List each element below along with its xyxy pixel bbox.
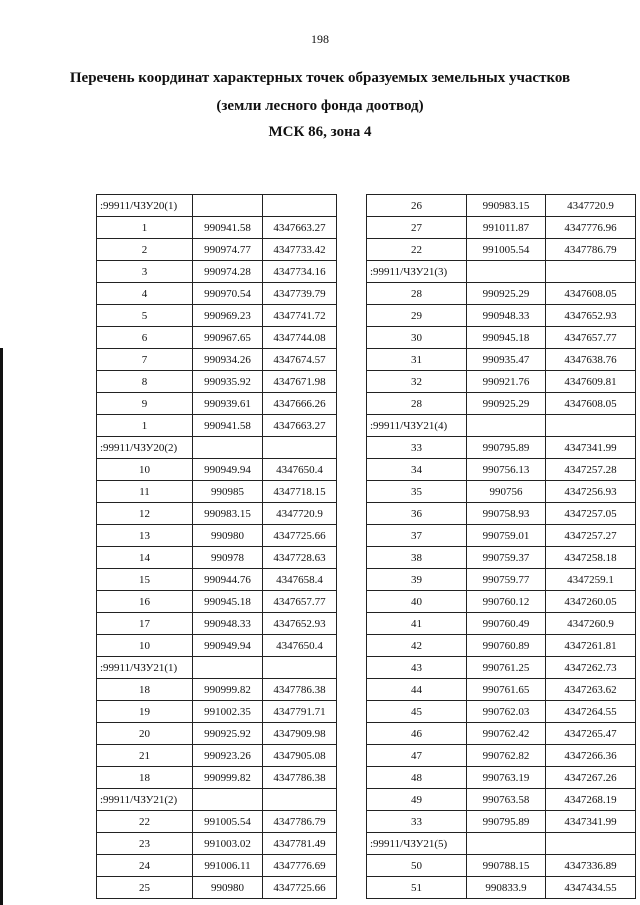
y-coordinate: 4347638.76 <box>546 349 636 371</box>
x-coordinate: 990974.28 <box>193 261 263 283</box>
empty-cell <box>546 261 636 283</box>
x-coordinate: 990935.92 <box>193 371 263 393</box>
point-number: 40 <box>367 591 467 613</box>
y-coordinate: 4347650.4 <box>263 635 337 657</box>
table-row <box>97 503 337 525</box>
point-number: 30 <box>367 327 467 349</box>
x-coordinate: 990983.15 <box>193 503 263 525</box>
y-coordinate: 4347265.47 <box>546 723 636 745</box>
table-row <box>367 283 636 305</box>
x-coordinate: 990788.15 <box>467 855 546 877</box>
table-row <box>97 459 337 481</box>
point-number: 5 <box>97 305 193 327</box>
y-coordinate: 4347728.63 <box>263 547 337 569</box>
y-coordinate: 4347791.71 <box>263 701 337 723</box>
point-number: 32 <box>367 371 467 393</box>
x-coordinate: 990925.29 <box>467 283 546 305</box>
y-coordinate: 4347652.93 <box>263 613 337 635</box>
parcel-header-row <box>367 833 636 855</box>
table-row <box>97 855 337 877</box>
table-row <box>97 767 337 789</box>
empty-cell <box>263 789 337 811</box>
y-coordinate: 4347260.9 <box>546 613 636 635</box>
y-coordinate: 4347258.18 <box>546 547 636 569</box>
y-coordinate: 4347718.15 <box>263 481 337 503</box>
x-coordinate: 990762.03 <box>467 701 546 723</box>
point-number: 22 <box>367 239 467 261</box>
y-coordinate: 4347725.66 <box>263 877 337 899</box>
point-number: 34 <box>367 459 467 481</box>
table-row <box>367 217 636 239</box>
x-coordinate: 990756.13 <box>467 459 546 481</box>
coordinates-table-left <box>96 194 337 899</box>
point-number: 18 <box>97 767 193 789</box>
table-row <box>367 305 636 327</box>
table-row <box>367 393 636 415</box>
table-row <box>367 239 636 261</box>
table-row <box>97 327 337 349</box>
parcel-header-row <box>97 437 337 459</box>
point-number: 6 <box>97 327 193 349</box>
coordinates-table-right <box>366 194 636 899</box>
y-coordinate: 4347734.16 <box>263 261 337 283</box>
x-coordinate: 990925.29 <box>467 393 546 415</box>
y-coordinate: 4347666.26 <box>263 393 337 415</box>
y-coordinate: 4347650.4 <box>263 459 337 481</box>
x-coordinate: 991005.54 <box>467 239 546 261</box>
table-row <box>97 811 337 833</box>
table-row <box>367 613 636 635</box>
point-number: 29 <box>367 305 467 327</box>
y-coordinate: 4347608.05 <box>546 283 636 305</box>
table-row <box>97 701 337 723</box>
x-coordinate: 990974.77 <box>193 239 263 261</box>
point-number: 31 <box>367 349 467 371</box>
margin-bar <box>0 348 3 905</box>
table-row <box>97 877 337 899</box>
table-row <box>367 503 636 525</box>
x-coordinate: 991005.54 <box>193 811 263 833</box>
parcel-header-row <box>367 415 636 437</box>
table-row <box>97 569 337 591</box>
empty-cell <box>467 833 546 855</box>
x-coordinate: 990759.01 <box>467 525 546 547</box>
point-number: 20 <box>97 723 193 745</box>
table-row <box>97 723 337 745</box>
parcel-header-row <box>97 657 337 679</box>
point-number: 35 <box>367 481 467 503</box>
parcel-header-row <box>367 261 636 283</box>
empty-cell <box>193 195 263 217</box>
y-coordinate: 4347263.62 <box>546 679 636 701</box>
point-number: 3 <box>97 261 193 283</box>
y-coordinate: 4347434.55 <box>546 877 636 899</box>
table-row <box>367 371 636 393</box>
x-coordinate: 990760.49 <box>467 613 546 635</box>
x-coordinate: 990761.65 <box>467 679 546 701</box>
y-coordinate: 4347262.73 <box>546 657 636 679</box>
point-number: 8 <box>97 371 193 393</box>
y-coordinate: 4347266.36 <box>546 745 636 767</box>
table-row <box>367 195 636 217</box>
point-number: 43 <box>367 657 467 679</box>
table-row <box>97 415 337 437</box>
y-coordinate: 4347257.05 <box>546 503 636 525</box>
x-coordinate: 990944.76 <box>193 569 263 591</box>
y-coordinate: 4347268.19 <box>546 789 636 811</box>
x-coordinate: 990795.89 <box>467 811 546 833</box>
x-coordinate: 990949.94 <box>193 635 263 657</box>
empty-cell <box>193 789 263 811</box>
x-coordinate: 990945.18 <box>467 327 546 349</box>
table-row <box>367 745 636 767</box>
point-number: 12 <box>97 503 193 525</box>
x-coordinate: 990763.58 <box>467 789 546 811</box>
table-row <box>367 767 636 789</box>
y-coordinate: 4347259.1 <box>546 569 636 591</box>
point-number: 18 <box>97 679 193 701</box>
x-coordinate: 990969.23 <box>193 305 263 327</box>
table-row <box>97 613 337 635</box>
y-coordinate: 4347781.49 <box>263 833 337 855</box>
table-row <box>367 723 636 745</box>
parcel-id: :99911/ЧЗУ21(3) <box>367 261 467 283</box>
point-number: 41 <box>367 613 467 635</box>
y-coordinate: 4347257.28 <box>546 459 636 481</box>
x-coordinate: 990967.65 <box>193 327 263 349</box>
x-coordinate: 990921.76 <box>467 371 546 393</box>
table-row <box>97 481 337 503</box>
y-coordinate: 4347720.9 <box>263 503 337 525</box>
y-coordinate: 4347739.79 <box>263 283 337 305</box>
point-number: 21 <box>97 745 193 767</box>
table-row <box>97 635 337 657</box>
table-row <box>97 745 337 767</box>
table-row <box>367 591 636 613</box>
point-number: 50 <box>367 855 467 877</box>
table-row <box>97 525 337 547</box>
x-coordinate: 990999.82 <box>193 679 263 701</box>
y-coordinate: 4347609.81 <box>546 371 636 393</box>
table-row <box>97 239 337 261</box>
x-coordinate: 990760.89 <box>467 635 546 657</box>
y-coordinate: 4347786.38 <box>263 679 337 701</box>
y-coordinate: 4347674.57 <box>263 349 337 371</box>
y-coordinate: 4347663.27 <box>263 217 337 239</box>
x-coordinate: 990759.37 <box>467 547 546 569</box>
x-coordinate: 990948.33 <box>467 305 546 327</box>
y-coordinate: 4347341.99 <box>546 437 636 459</box>
y-coordinate: 4347658.4 <box>263 569 337 591</box>
point-number: 10 <box>97 635 193 657</box>
point-number: 16 <box>97 591 193 613</box>
page-number: 198 <box>311 32 329 46</box>
x-coordinate: 990949.94 <box>193 459 263 481</box>
y-coordinate: 4347657.77 <box>546 327 636 349</box>
empty-cell <box>263 657 337 679</box>
table-row <box>97 217 337 239</box>
x-coordinate: 990980 <box>193 877 263 899</box>
point-number: 28 <box>367 393 467 415</box>
point-number: 42 <box>367 635 467 657</box>
point-number: 26 <box>367 195 467 217</box>
y-coordinate: 4347776.69 <box>263 855 337 877</box>
parcel-id: :99911/ЧЗУ20(2) <box>97 437 193 459</box>
x-coordinate: 990980 <box>193 525 263 547</box>
point-number: 13 <box>97 525 193 547</box>
y-coordinate: 4347905.08 <box>263 745 337 767</box>
x-coordinate: 990978 <box>193 547 263 569</box>
table-row <box>367 481 636 503</box>
point-number: 51 <box>367 877 467 899</box>
point-number: 28 <box>367 283 467 305</box>
x-coordinate: 990763.19 <box>467 767 546 789</box>
y-coordinate: 4347720.9 <box>546 195 636 217</box>
table-row <box>367 525 636 547</box>
y-coordinate: 4347741.72 <box>263 305 337 327</box>
table-row <box>97 349 337 371</box>
x-coordinate: 990925.92 <box>193 723 263 745</box>
empty-cell <box>193 437 263 459</box>
point-number: 33 <box>367 437 467 459</box>
table-row <box>367 327 636 349</box>
y-coordinate: 4347341.99 <box>546 811 636 833</box>
table-row <box>367 459 636 481</box>
parcel-id: :99911/ЧЗУ21(5) <box>367 833 467 855</box>
coordinate-system-label: МСК 86, зона 4 <box>268 124 372 140</box>
point-number: 38 <box>367 547 467 569</box>
table-row <box>97 393 337 415</box>
empty-cell <box>546 833 636 855</box>
point-number: 10 <box>97 459 193 481</box>
point-number: 48 <box>367 767 467 789</box>
y-coordinate: 4347744.08 <box>263 327 337 349</box>
x-coordinate: 990760.12 <box>467 591 546 613</box>
y-coordinate: 4347733.42 <box>263 239 337 261</box>
x-coordinate: 990833.9 <box>467 877 546 899</box>
y-coordinate: 4347786.79 <box>263 811 337 833</box>
point-number: 17 <box>97 613 193 635</box>
y-coordinate: 4347267.26 <box>546 767 636 789</box>
table-row <box>367 811 636 833</box>
x-coordinate: 990756 <box>467 481 546 503</box>
y-coordinate: 4347725.66 <box>263 525 337 547</box>
point-number: 1 <box>97 217 193 239</box>
y-coordinate: 4347336.89 <box>546 855 636 877</box>
empty-cell <box>467 415 546 437</box>
x-coordinate: 991011.87 <box>467 217 546 239</box>
table-row <box>367 547 636 569</box>
x-coordinate: 991003.02 <box>193 833 263 855</box>
x-coordinate: 990762.42 <box>467 723 546 745</box>
point-number: 9 <box>97 393 193 415</box>
parcel-id: :99911/ЧЗУ21(1) <box>97 657 193 679</box>
y-coordinate: 4347261.81 <box>546 635 636 657</box>
empty-cell <box>263 195 337 217</box>
point-number: 33 <box>367 811 467 833</box>
document-title: Перечень координат характерных точек образуемых земельных участков <box>69 70 571 86</box>
table-row <box>97 283 337 305</box>
y-coordinate: 4347264.55 <box>546 701 636 723</box>
point-number: 27 <box>367 217 467 239</box>
x-coordinate: 990941.58 <box>193 415 263 437</box>
parcel-id: :99911/ЧЗУ21(4) <box>367 415 467 437</box>
point-number: 11 <box>97 481 193 503</box>
x-coordinate: 990761.25 <box>467 657 546 679</box>
point-number: 14 <box>97 547 193 569</box>
point-number: 7 <box>97 349 193 371</box>
y-coordinate: 4347652.93 <box>546 305 636 327</box>
y-coordinate: 4347608.05 <box>546 393 636 415</box>
y-coordinate: 4347663.27 <box>263 415 337 437</box>
point-number: 24 <box>97 855 193 877</box>
empty-cell <box>263 437 337 459</box>
y-coordinate: 4347256.93 <box>546 481 636 503</box>
x-coordinate: 990935.47 <box>467 349 546 371</box>
table-row <box>97 371 337 393</box>
table-row <box>367 877 636 899</box>
x-coordinate: 990939.61 <box>193 393 263 415</box>
x-coordinate: 990945.18 <box>193 591 263 613</box>
y-coordinate: 4347257.27 <box>546 525 636 547</box>
table-row <box>97 679 337 701</box>
table-row <box>97 261 337 283</box>
point-number: 25 <box>97 877 193 899</box>
point-number: 22 <box>97 811 193 833</box>
empty-cell <box>193 657 263 679</box>
table-row <box>367 701 636 723</box>
table-row <box>97 833 337 855</box>
point-number: 23 <box>97 833 193 855</box>
x-coordinate: 990934.26 <box>193 349 263 371</box>
point-number: 36 <box>367 503 467 525</box>
document-subtitle: (земли лесного фонда доотвод) <box>216 98 424 114</box>
point-number: 46 <box>367 723 467 745</box>
x-coordinate: 990795.89 <box>467 437 546 459</box>
point-number: 39 <box>367 569 467 591</box>
table-row <box>367 657 636 679</box>
x-coordinate: 990970.54 <box>193 283 263 305</box>
table-row <box>367 789 636 811</box>
x-coordinate: 990758.93 <box>467 503 546 525</box>
x-coordinate: 990759.77 <box>467 569 546 591</box>
y-coordinate: 4347657.77 <box>263 591 337 613</box>
parcel-id: :99911/ЧЗУ21(2) <box>97 789 193 811</box>
table-row <box>97 591 337 613</box>
table-row <box>367 855 636 877</box>
y-coordinate: 4347909.98 <box>263 723 337 745</box>
table-row <box>367 437 636 459</box>
point-number: 49 <box>367 789 467 811</box>
x-coordinate: 990985 <box>193 481 263 503</box>
x-coordinate: 991006.11 <box>193 855 263 877</box>
y-coordinate: 4347786.79 <box>546 239 636 261</box>
point-number: 4 <box>97 283 193 305</box>
x-coordinate: 990983.15 <box>467 195 546 217</box>
empty-cell <box>467 261 546 283</box>
table-row <box>367 679 636 701</box>
empty-cell <box>546 415 636 437</box>
parcel-header-row <box>97 195 337 217</box>
x-coordinate: 990999.82 <box>193 767 263 789</box>
point-number: 2 <box>97 239 193 261</box>
parcel-header-row <box>97 789 337 811</box>
parcel-id: :99911/ЧЗУ20(1) <box>97 195 193 217</box>
table-row <box>367 349 636 371</box>
table-row <box>367 635 636 657</box>
x-coordinate: 990923.26 <box>193 745 263 767</box>
point-number: 47 <box>367 745 467 767</box>
point-number: 1 <box>97 415 193 437</box>
x-coordinate: 990762.82 <box>467 745 546 767</box>
point-number: 15 <box>97 569 193 591</box>
table-row <box>367 569 636 591</box>
x-coordinate: 990941.58 <box>193 217 263 239</box>
point-number: 19 <box>97 701 193 723</box>
point-number: 44 <box>367 679 467 701</box>
table-row <box>97 305 337 327</box>
point-number: 37 <box>367 525 467 547</box>
x-coordinate: 990948.33 <box>193 613 263 635</box>
point-number: 45 <box>367 701 467 723</box>
y-coordinate: 4347776.96 <box>546 217 636 239</box>
y-coordinate: 4347671.98 <box>263 371 337 393</box>
table-row <box>97 547 337 569</box>
x-coordinate: 991002.35 <box>193 701 263 723</box>
y-coordinate: 4347786.38 <box>263 767 337 789</box>
y-coordinate: 4347260.05 <box>546 591 636 613</box>
